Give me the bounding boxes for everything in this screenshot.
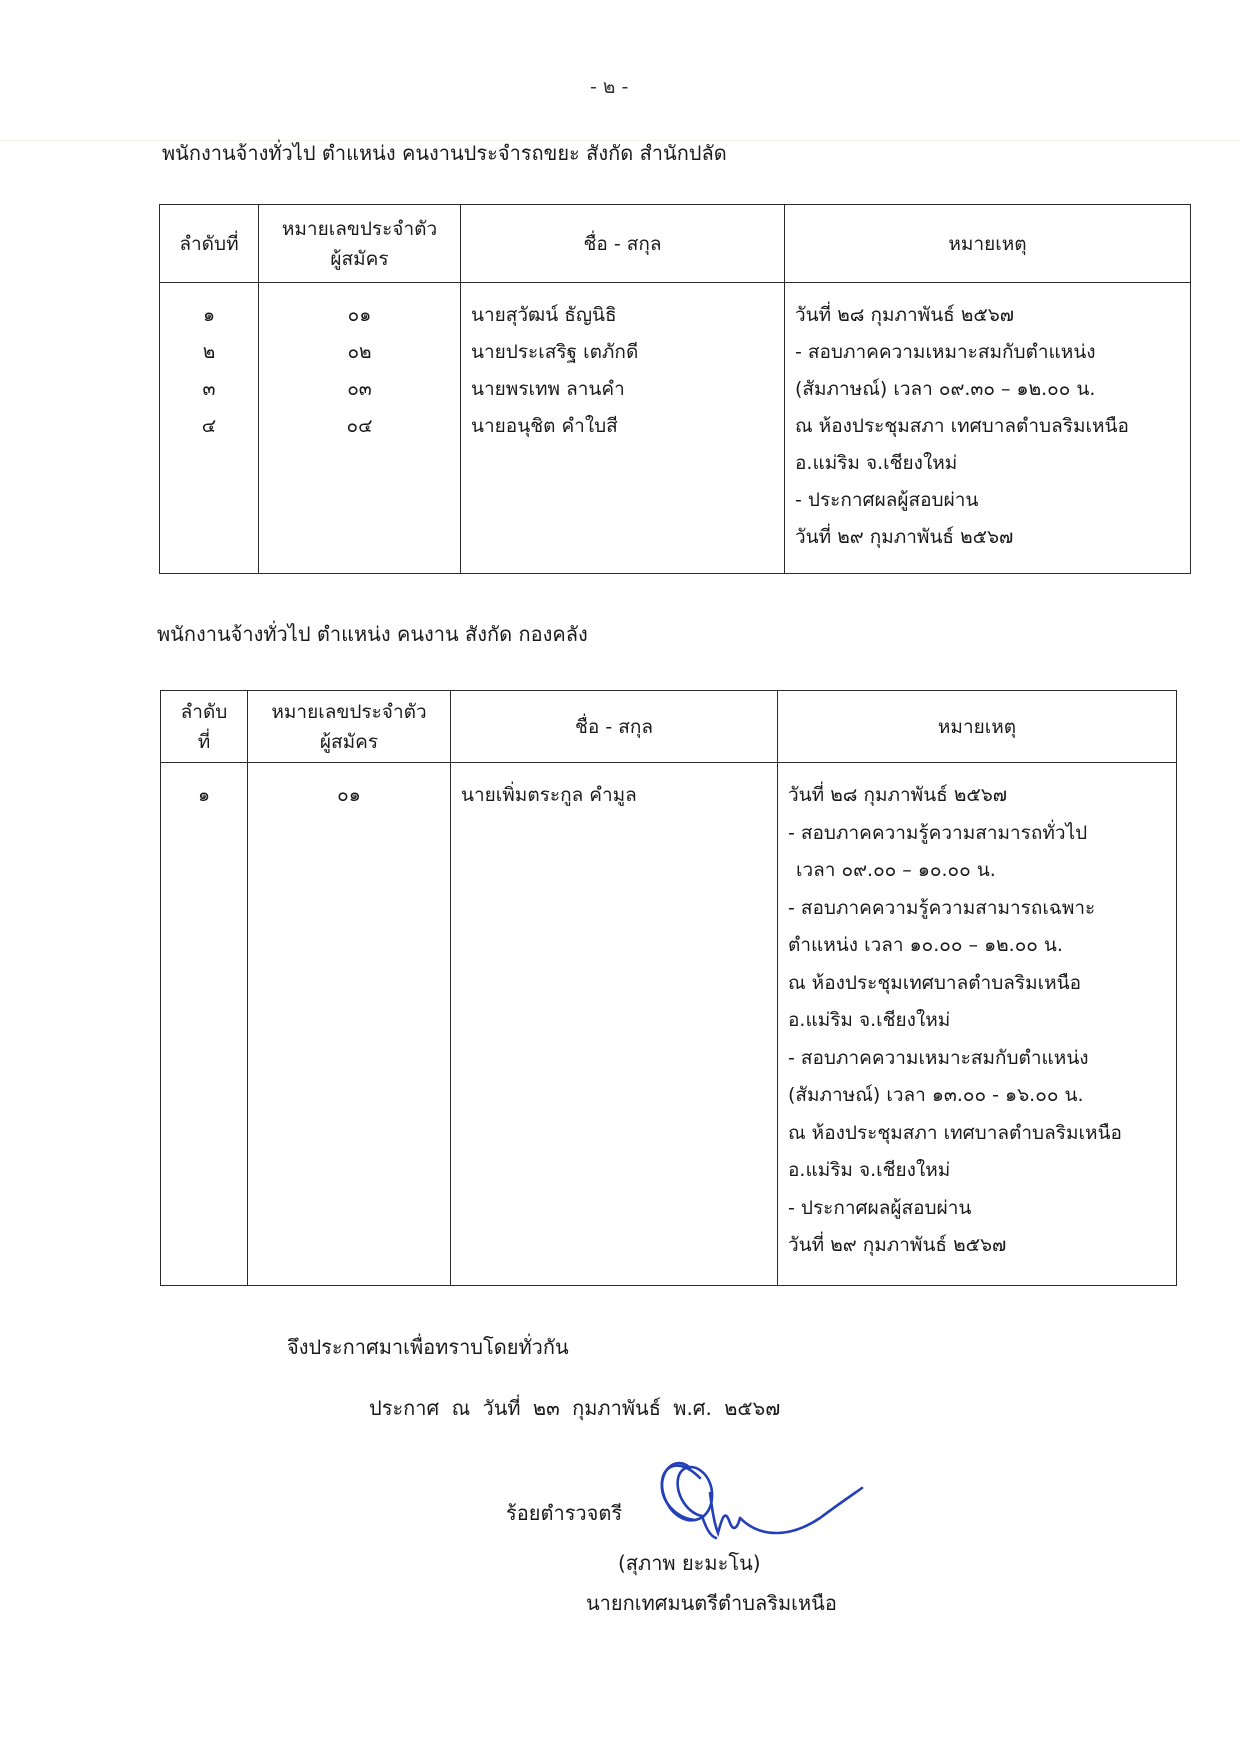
remark-line: อ.แม่ริม จ.เชียงใหม่ bbox=[788, 1009, 951, 1031]
row-order: ๑ bbox=[202, 304, 216, 326]
row-applicant-no: ๐๔ bbox=[346, 415, 373, 437]
remark-line: (สัมภาษณ์) เวลา ๐๙.๓๐ – ๑๒.๐๐ น. bbox=[795, 378, 1096, 400]
header-order: ลำดับที่ bbox=[160, 205, 259, 283]
remark-line: (สัมภาษณ์) เวลา ๑๓.๐๐ - ๑๖.๐๐ น. bbox=[788, 1084, 1084, 1106]
announcement-date: ประกาศ ณ วันที่ ๒๓ กุมภาพันธ์ พ.ศ. ๒๕๖๗ bbox=[369, 1396, 781, 1420]
header-order: ลำดับ ที่ bbox=[161, 691, 248, 763]
row-name: นายพรเทพ ลานคำ bbox=[471, 378, 625, 400]
name-cell bbox=[461, 283, 785, 574]
header-applicant-no: หมายเลขประจำตัว ผู้สมัคร bbox=[248, 691, 451, 763]
table-header-row bbox=[160, 205, 1191, 283]
remark-line: อ.แม่ริม จ.เชียงใหม่ bbox=[795, 452, 958, 474]
signer-rank: ร้อยตำรวจตรี bbox=[506, 1501, 623, 1525]
remark-line: วันที่ ๒๙ กุมภาพันธ์ ๒๕๖๗ bbox=[795, 526, 1014, 548]
remark-line: - ประกาศผลผู้สอบผ่าน bbox=[788, 1196, 972, 1219]
row-name: นายเพิ่มตระกูล คำมูล bbox=[461, 784, 637, 806]
header-remark: หมายเหตุ bbox=[778, 691, 1177, 763]
table-body-row bbox=[160, 283, 1191, 574]
order-cell bbox=[161, 763, 248, 1286]
page-number: - ๒ - bbox=[590, 76, 629, 98]
header-name: ชื่อ - สกุล bbox=[461, 205, 785, 283]
table-body-row bbox=[161, 763, 1177, 1286]
applicant-no-cell bbox=[259, 283, 461, 574]
row-name: นายอนุชิต คำใบสี bbox=[471, 415, 618, 437]
remark-line: วันที่ ๒๙ กุมภาพันธ์ ๒๕๖๗ bbox=[788, 1234, 1007, 1256]
section-heading-1: พนักงานจ้างทั่วไป ตำแหน่ง คนงานประจำรถขยะ สังกัด สำนักปลัด bbox=[162, 141, 727, 165]
table-header-row bbox=[161, 691, 1177, 763]
row-order: ๓ bbox=[202, 378, 216, 400]
row-order: ๑ bbox=[197, 784, 211, 806]
roster-table-2 bbox=[160, 690, 1177, 1286]
row-name: นายประเสริฐ เตภักดี bbox=[471, 341, 639, 363]
remark-line: วันที่ ๒๘ กุมภาพันธ์ ๒๕๖๗ bbox=[795, 304, 1015, 326]
section-heading-2: พนักงานจ้างทั่วไป ตำแหน่ง คนงาน สังกัด กองคลัง bbox=[157, 622, 588, 646]
remark-line: วันที่ ๒๘ กุมภาพันธ์ ๒๕๖๗ bbox=[788, 784, 1008, 806]
row-applicant-no: ๐๒ bbox=[347, 341, 372, 363]
row-applicant-no: ๐๑ bbox=[337, 784, 361, 806]
remark-cell bbox=[778, 763, 1177, 1286]
remark-line: - สอบภาคความเหมาะสมกับตำแหน่ง bbox=[795, 341, 1096, 363]
closing-statement: จึงประกาศมาเพื่อทราบโดยทั่วกัน bbox=[287, 1335, 569, 1359]
header-applicant-no: หมายเลขประจำตัว ผู้สมัคร bbox=[259, 205, 461, 283]
remark-line: - สอบภาคความรู้ความสามารถทั่วไป bbox=[788, 821, 1088, 844]
name-cell bbox=[451, 763, 778, 1286]
remark-line: - สอบภาคความเหมาะสมกับตำแหน่ง bbox=[788, 1046, 1089, 1069]
remark-line: ณ ห้องประชุมเทศบาลตำบลริมเหนือ bbox=[788, 971, 1082, 994]
remark-line: - สอบภาคความรู้ความสามารถเฉพาะ bbox=[788, 896, 1096, 919]
header-remark: หมายเหตุ bbox=[785, 205, 1191, 283]
row-order: ๒ bbox=[202, 341, 216, 363]
remark-line: เวลา ๐๙.๐๐ – ๑๐.๐๐ น. bbox=[796, 859, 996, 881]
row-applicant-no: ๐๓ bbox=[347, 378, 372, 400]
remark-line: - ประกาศผลผู้สอบผ่าน bbox=[795, 489, 979, 511]
signature-image bbox=[640, 1438, 870, 1548]
remark-line: อ.แม่ริม จ.เชียงใหม่ bbox=[788, 1159, 951, 1181]
row-order: ๔ bbox=[201, 415, 217, 437]
remark-line: ณ ห้องประชุมสภา เทศบาลตำบลริมเหนือ bbox=[788, 1121, 1122, 1144]
applicant-no-cell bbox=[248, 763, 451, 1286]
row-name: นายสุวัฒน์ ธัญนิธิ bbox=[471, 304, 617, 326]
signer-title: นายกเทศมนตรีตำบลริมเหนือ bbox=[586, 1591, 837, 1615]
remark-line: ณ ห้องประชุมสภา เทศบาลตำบลริมเหนือ bbox=[795, 415, 1129, 437]
remark-cell bbox=[785, 283, 1191, 574]
header-name: ชื่อ - สกุล bbox=[451, 691, 778, 763]
order-cell bbox=[160, 283, 259, 574]
remark-line: ตำแหน่ง เวลา ๑๐.๐๐ – ๑๒.๐๐ น. bbox=[788, 934, 1063, 956]
row-applicant-no: ๐๑ bbox=[347, 304, 372, 326]
signer-name: (สุภาพ ยะมะโน) bbox=[618, 1551, 761, 1575]
roster-table-1 bbox=[159, 204, 1191, 574]
